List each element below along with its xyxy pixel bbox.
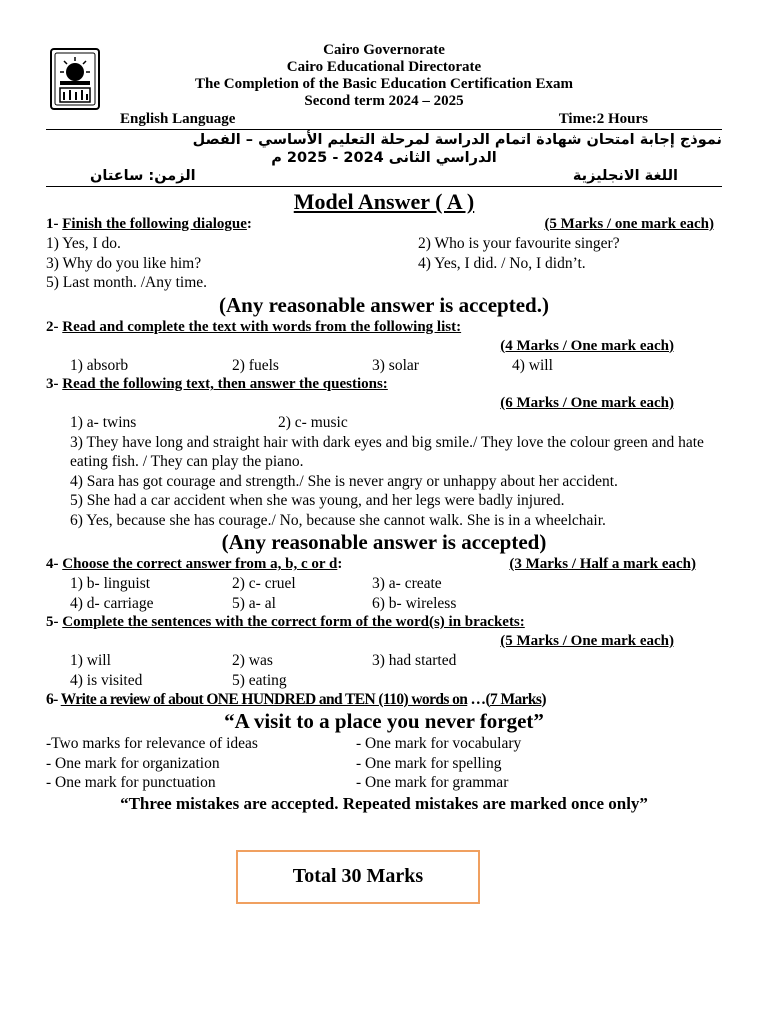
arabic-subject: اللغة الانجليزية <box>572 168 678 184</box>
list-item: 3) Why do you like him? <box>46 254 202 272</box>
list-item: 4) d- carriage <box>70 594 154 612</box>
list-item: 1) will <box>70 652 111 669</box>
arabic-time: الزمن: ساعتان <box>90 168 196 184</box>
time-label: Time:2 Hours <box>558 111 648 127</box>
list-item: 2) c- cruel <box>232 575 296 592</box>
question-2-answers <box>46 356 722 376</box>
question-5-title: Complete the sentences with the correct form of the word(s) in brackets: <box>62 614 525 630</box>
question-1-marks: (5 Marks / one mark each) <box>544 216 714 232</box>
question-4-answers <box>46 574 722 613</box>
list-item: 1) absorb <box>70 356 129 374</box>
list-item: - One mark for vocabulary <box>356 735 522 752</box>
list-item: - One mark for spelling <box>356 754 502 772</box>
list-item: 1) b- linguist <box>70 575 151 592</box>
list-item: 4) Sara has got courage and strength./ She is never angry or unhappy about her accident. <box>70 472 618 490</box>
governorate: Cairo Governorate <box>323 42 445 58</box>
total-marks: Total 30 Marks <box>292 865 424 888</box>
question-1-header: 1- Finish the following dialogue: (5 Marks / one mark each) <box>46 216 714 232</box>
question-4-title: Choose the correct answer from a, b, c or d <box>62 556 338 572</box>
exam-header <box>46 42 722 110</box>
arabic-title-2: الدراسي الثانى 2024 - 2025 م <box>271 150 497 166</box>
question-2-title: Read and complete the text with words from the following list: <box>62 318 462 335</box>
list-item: - One mark for punctuation <box>46 774 216 791</box>
question-4-header: 4- Choose the correct answer from a, b, c or d: (3 Marks / Half a mark each) <box>46 556 696 572</box>
question-6-title: Write a review of about ONE HUNDRED and TEN (110) words on <box>60 691 468 708</box>
reasonable-answer-note: (Any reasonable answer is accepted) <box>221 530 547 554</box>
divider <box>46 129 722 130</box>
question-1-title: Finish the following dialogue <box>62 216 247 232</box>
list-item: 5) She had a car accident when she was young, and her legs were badly injured. <box>70 492 565 509</box>
directorate: Cairo Educational Directorate <box>286 59 482 75</box>
list-item: 4) is visited <box>70 671 143 689</box>
question-2-header: 2- Read and complete the text with words from the following list: <box>46 318 462 335</box>
question-5-answers <box>46 651 722 690</box>
list-item: 3) had started <box>372 652 457 669</box>
list-item: 5) Last month. /Any time. <box>46 274 208 291</box>
answer-sheet <box>46 42 722 815</box>
question-5-header: 5- Complete the sentences with the correct form of the word(s) in brackets: <box>46 614 525 630</box>
total-marks-box <box>236 850 480 904</box>
subject-label: English Language <box>120 111 236 127</box>
list-item: - One mark for grammar <box>356 774 509 791</box>
list-item: 3) solar <box>372 356 419 374</box>
question-2-marks: (4 Marks / One mark each) <box>500 337 674 354</box>
reasonable-answer-note: (Any reasonable answer is accepted.) <box>219 292 549 317</box>
list-item: 2) c- music <box>278 414 348 431</box>
list-item: 4) will <box>512 356 553 374</box>
question-3-marks: (6 Marks / One mark each) <box>500 395 674 411</box>
list-item: 3) They have long and straight hair with dark eyes and big smile./ They love the colour green and hate eating fish. / They can play the piano. <box>70 433 704 470</box>
list-item: 3) a- create <box>372 575 442 592</box>
list-item: 5) a- al <box>232 594 276 612</box>
question-3-answers <box>46 413 722 530</box>
essay-topic: “A visit to a place you never forget” <box>224 709 544 733</box>
question-3-title: Read the following text, then answer the questions: <box>62 376 388 392</box>
list-item: 1) a- twins <box>70 414 137 431</box>
list-item: 6) Yes, because she has courage./ No, because she cannot walk. She is in a wheelchair. <box>70 511 606 529</box>
list-item: 1) Yes, I do. <box>46 235 121 252</box>
question-5-marks: (5 Marks / One mark each) <box>500 633 674 649</box>
list-item: - One mark for organization <box>46 754 220 772</box>
list-item: 2) fuels <box>232 356 279 374</box>
divider <box>46 186 722 187</box>
question-6-marks: 7 Marks <box>490 691 542 708</box>
mistakes-note: “Three mistakes are accepted. Repeated mistakes are marked once only” <box>120 793 648 813</box>
list-item: 2) Who is your favourite singer? <box>418 235 620 252</box>
list-item: 6) b- wireless <box>372 594 457 612</box>
question-6-header: 6- Write a review of about ONE HUNDRED and TEN (110) words on …(7 Marks) <box>46 691 546 708</box>
model-title: Model Answer ( A ) <box>293 189 475 214</box>
list-item: -Two marks for relevance of ideas <box>46 735 258 752</box>
list-item: 5) eating <box>232 671 287 689</box>
question-4-marks: (3 Marks / Half a mark each) <box>509 556 696 572</box>
question-3-header: 3- Read the following text, then answer the questions: <box>46 376 388 392</box>
exam-name: The Completion of the Basic Education Certification Exam <box>195 76 573 92</box>
arabic-title: نموذج إجابة امتحان شهادة اتمام الدراسة لمرحلة التعليم الأساسي – الفصل <box>192 132 722 148</box>
question-1-answers <box>46 234 722 293</box>
list-item: 2) was <box>232 652 273 669</box>
marking-criteria <box>46 734 722 793</box>
term: Second term 2024 – 2025 <box>304 93 464 109</box>
list-item: 4) Yes, I did. / No, I didn’t. <box>418 254 586 272</box>
